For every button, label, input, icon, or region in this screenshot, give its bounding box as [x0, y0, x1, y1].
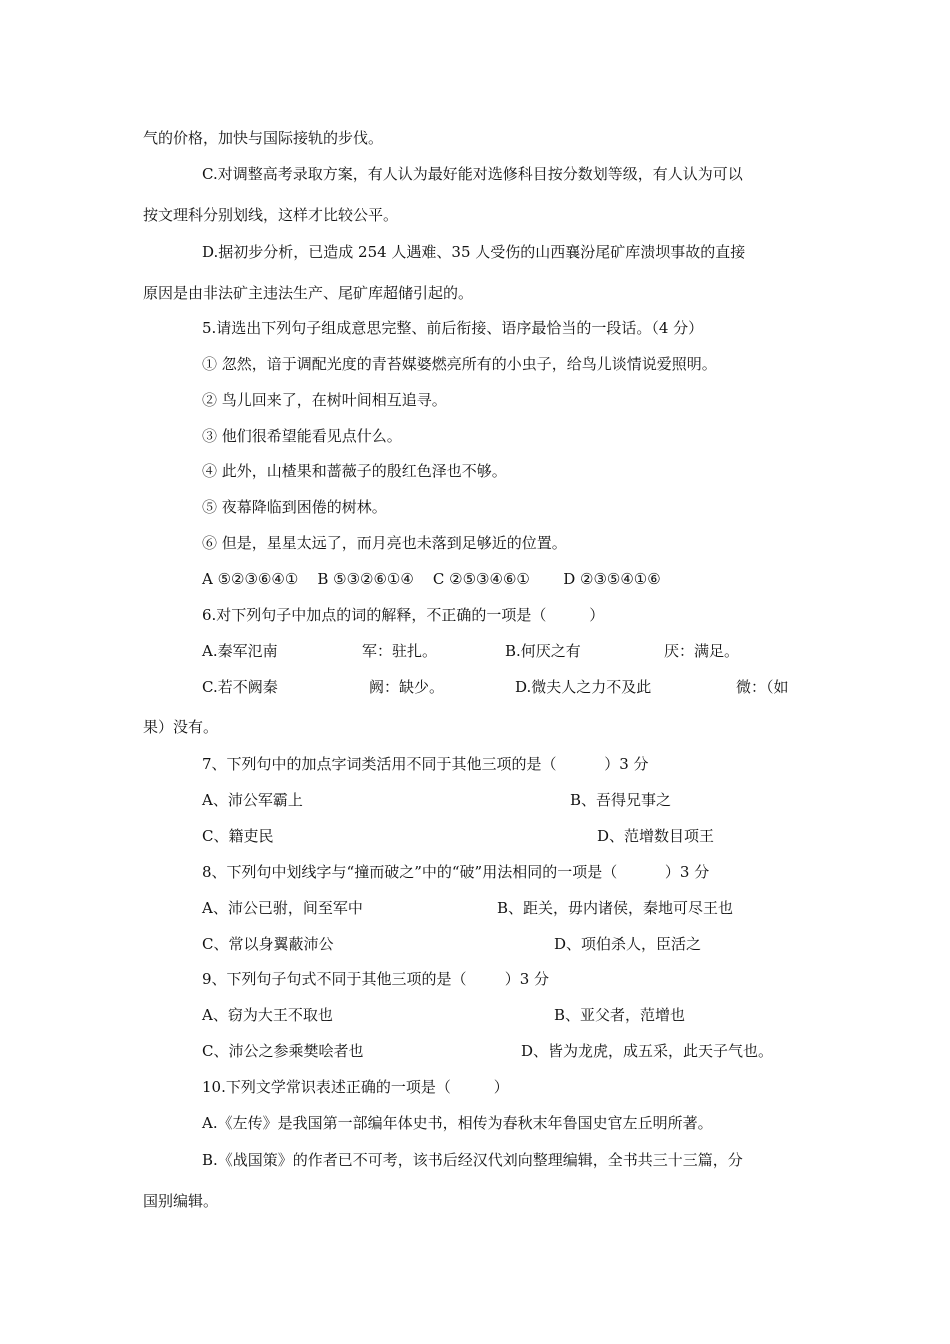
q9-option-b: B、亚父者，范增也 [554, 1006, 686, 1024]
q7-option-c: C、籍吏民 [202, 827, 274, 845]
question-6: 6.对下列句子中加点的词的解释，不正确的一项是（ ） [202, 606, 605, 624]
q4-option-c-cont: 按文理科分别划线，这样才比较公平。 [143, 206, 399, 224]
q8-option-c: C、常以身翼蔽沛公 [202, 935, 334, 953]
q5-options: A ⑤②③⑥④① B ⑤③②⑥①④ C ②⑤③④⑥① D ②③⑤④①⑥ [202, 570, 661, 588]
continued-option-text: 气的价格，加快与国际接轨的步伐。 [143, 129, 384, 147]
q8-option-d: D、项伯杀人，臣活之 [554, 935, 702, 953]
q6-option-c-gloss: 阙：缺少。 [369, 678, 445, 696]
q4-option-c: C.对调整高考录取方案，有人认为最好能对选修科目按分数划等级，有人认为可以 [202, 165, 743, 183]
q5-sentence-1: ① 忽然，谙于调配光度的青苔媒婆燃亮所有的小虫子，给鸟儿谈情说爱照明。 [202, 355, 717, 373]
q4-option-d: D.据初步分析，已造成 254 人遇难、35 人受伤的山西襄汾尾矿库溃坝事故的直接 [202, 243, 746, 261]
question-8: 8、下列句中划线字与“撞而破之”中的“破”用法相同的一项是（ ）3 分 [202, 863, 710, 881]
q8-option-a: A、沛公已驸，间至军中 [202, 899, 363, 917]
question-5: 5.请选出下列句子组成意思完整、前后衔接、语序最恰当的一段话。（4 分） [202, 319, 704, 337]
q9-option-c: C、沛公之参乘樊哙者也 [202, 1042, 364, 1060]
question-10: 10.下列文学常识表述正确的一项是（ ） [202, 1078, 509, 1096]
q10-option-b-cont: 国别编辑。 [143, 1192, 219, 1210]
q6-option-b: B.何厌之有 [505, 642, 581, 660]
q10-option-a: A.《左传》是我国第一部编年体史书，相传为春秋末年鲁国史官左丘明所著。 [202, 1114, 713, 1132]
q8-option-b: B、距关，毋内诸侯，秦地可尽王也 [497, 899, 734, 917]
q5-sentence-6: ⑥ 但是，星星太远了，而月亮也未落到足够近的位置。 [202, 534, 567, 552]
q6-option-d: D.微夫人之力不及此 [515, 678, 652, 696]
question-7: 7、下列句中的加点字词类活用不同于其他三项的是（ ）3 分 [202, 755, 649, 773]
q6-option-d-cont: 果）没有。 [143, 718, 219, 736]
q9-option-d: D、皆为龙虎，成五采，此天子气也。 [521, 1042, 774, 1060]
q6-option-a: A.秦军氾南 [202, 642, 278, 660]
q4-option-d-cont: 原因是由非法矿主违法生产、尾矿库超储引起的。 [143, 284, 474, 302]
q6-option-b-gloss: 厌：满足。 [664, 642, 740, 660]
q10-option-b: B.《战国策》的作者已不可考，该书后经汉代刘向整理编辑，全书共三十三篇，分 [202, 1151, 743, 1169]
q7-option-b: B、吾得兄事之 [570, 791, 672, 809]
q5-sentence-5: ⑤ 夜幕降临到困倦的树林。 [202, 498, 387, 516]
q6-option-c: C.若不阙秦 [202, 678, 278, 696]
q9-option-a: A、窃为大王不取也 [202, 1006, 333, 1024]
q7-option-d: D、范增数目项王 [597, 827, 715, 845]
q5-sentence-3: ③ 他们很希望能看见点什么。 [202, 427, 402, 445]
q6-option-d-gloss: 微：（如 [736, 678, 789, 696]
q7-option-a: A、沛公军霸上 [202, 791, 303, 809]
question-9: 9、下列句子句式不同于其他三项的是（ ）3 分 [202, 970, 550, 988]
q5-sentence-4: ④ 此外，山楂果和蔷薇子的殷红色泽也不够。 [202, 462, 507, 480]
q5-sentence-2: ② 鸟儿回来了，在树叶间相互追寻。 [202, 391, 447, 409]
q6-option-a-gloss: 军：驻扎。 [362, 642, 438, 660]
